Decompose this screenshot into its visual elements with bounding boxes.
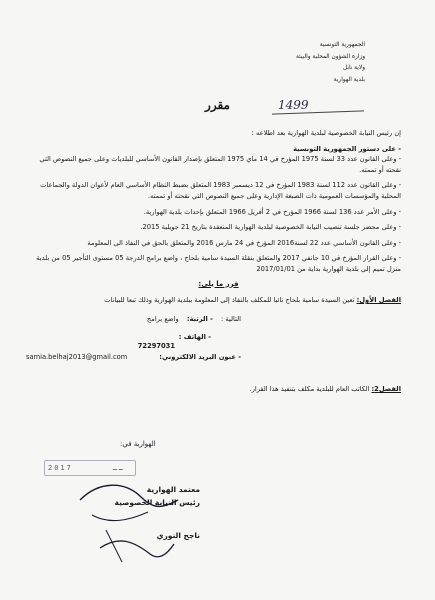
phone-label: - الهاتف : (178, 332, 211, 341)
letterhead (225, 40, 365, 86)
article-1 (36, 295, 401, 306)
rank-value: واضع برامج (146, 314, 179, 323)
letterhead-line-ministry: وزارة الشؤون المحلية والبيئة (296, 53, 365, 60)
rank-label: - الرتبة: (186, 314, 213, 323)
article-1-text: تعين السيدة سامية بلحاج نائبا للمكلف بالنفاذ إلى المعلومة ببلدية الهوارية وذلك تبعا للبيانات (104, 296, 357, 305)
reference-item: - وعلى الأمر عدد 136 لسنة 1966 المؤرخ في 2 أفريل 1966 المتعلق بإحداث بلدية الهوارية. (143, 207, 401, 216)
reference-item: - وعلى القانون عدد 112 لسنة 1983 المؤرخ في 12 ديسمبر 1983 المتعلق بضبط النظام الأساسي العام لأعوان الدولة والجماعات المحلية والمؤسسات العمومية ذات الصبغة الإدارية وعلى جميع النصوص التي نقحته أو تممته. (40, 181, 401, 200)
reference-item: - وعلى القانون الأساسي عدد 22 لسنة2016 المؤرخ في 24 مارس 2016 والمتعلق بالحق في النفاذ الى المعلومة (87, 238, 401, 247)
signatory-name: ناجح النوري (156, 531, 200, 540)
reference-item: - على دستور الجمهورية التونسية (293, 144, 401, 153)
letterhead-line-municipality: بلدية الهوارية (333, 76, 365, 83)
article-2 (36, 384, 401, 395)
info-intro: التالية : (221, 314, 241, 323)
phone-value: 72297031 (137, 341, 175, 350)
document-title: مقرر (205, 98, 230, 112)
decision-heading: قرر ما يلي: (198, 279, 239, 288)
place-date-label: الهوارية في: (120, 440, 156, 448)
reference-item: - وعلى محضر جلسة تنصيب النيابة الخصوصية لبلدية الهوارية المنعقدة بتاريخ 21 جويلية 2015. (140, 223, 401, 232)
reference-item: - وعلى القرار المؤرخ في 10 جانفي 2017 والمتعلق بنقلة السيدة سامية بلحاج ، واضع برامج الدرجة 05 مستوى التأجير 05 من بلدية منزل تميم إلى بلدية الهوارية بداية من 2017/01/01 (36, 254, 401, 273)
signatory-title-2: رئيس النيابة الخصوصية (114, 498, 200, 507)
reference-item: - وعلى القانون عدد 33 لسنة 1975 المؤرخ في 14 ماي 1975 المتعلق بإصدار القانون الأساسي للبلديات وعلى جميع النصوص التي نقحته أو تممته. (39, 155, 401, 174)
article-2-text: الكاتب العام للبلدية مكلف بتنفيذ هذا القرار. (249, 384, 372, 393)
email-label: - عنون البريد الالكتروني: (159, 352, 241, 361)
handwritten-signature (70, 470, 190, 570)
email-value: samia.belhaj2013@gmail.com (26, 352, 128, 361)
signatory-title-1: معتمد الهوارية (146, 485, 200, 494)
handwritten-date-mark: ~~ (112, 466, 124, 474)
article-2-label: الفصل2: (371, 384, 401, 393)
letterhead-line-republic: الجمهورية التونسية (319, 42, 365, 48)
handwritten-reference-number: 1499 (278, 98, 309, 112)
employee-info (26, 314, 401, 378)
date-stamp: 2017 (48, 464, 73, 472)
preamble: إن رئيس النيابة الخصوصية لبلدية الهوارية بعد اطلاعه : (251, 129, 401, 137)
article-1-label: الفصل الأول: (356, 296, 401, 305)
letterhead-line-governorate: ولاية نابل (342, 65, 365, 71)
document-body (26, 128, 401, 394)
